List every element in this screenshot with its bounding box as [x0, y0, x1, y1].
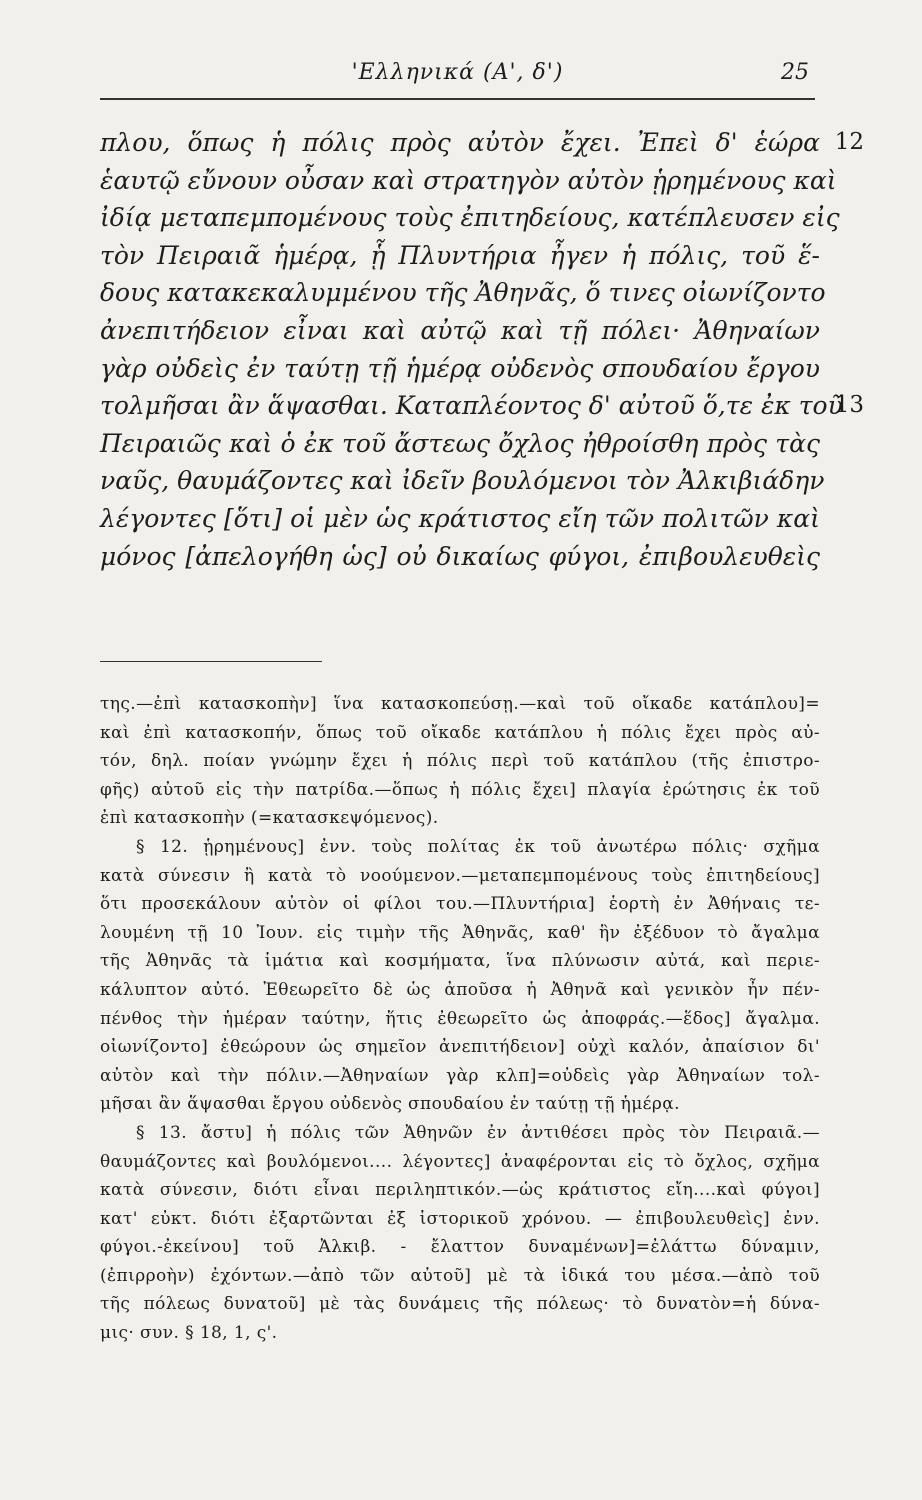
- main-line-text: ναῦς, θαυμάζοντες καὶ ἰδεῖν βουλόμενοι τὸν Ἀλκιβιάδην: [100, 466, 825, 496]
- main-text-line: [100, 538, 820, 576]
- note-line: της.—ἐπὶ κατασκοπὴν] ἵνα κατασκοπεύσῃ.—καὶ τοῦ οἴκαδε κατάπλου]=: [100, 694, 820, 714]
- main-text: [100, 124, 864, 575]
- main-line-text: ἀνεπιτήδειον εἶναι καὶ αὐτῷ καὶ τῇ πόλει· Ἀθηναίων: [100, 315, 820, 345]
- note-line: κάλυπτον αὐτό. Ἐθεωρεῖτο δὲ ὡς ἀποῦσα ἡ Ἀθηνᾶ καὶ γενικὸν ἦν πέν-: [100, 979, 820, 1000]
- note-line: § 12. ᾑρημένους] ἐνν. τοὺς πολίτας ἐκ τοῦ ἀνωτέρω πόλις· σχῆμα: [136, 836, 820, 857]
- main-text-line: [100, 387, 864, 425]
- page-header: [100, 60, 815, 94]
- main-line-text: πλου, ὅπως ἡ πόλις πρὸς αὐτὸν ἔχει. Ἐπεὶ δ' ἑώρα: [100, 128, 820, 157]
- note-line: § 13. ἄστυ] ἡ πόλις τῶν Ἀθηνῶν ἐν ἀντιθέσει πρὸς τὸν Πειραιᾶ.—: [136, 1122, 820, 1143]
- note-line: κατ' εὐκτ. διότι ἐξαρτῶνται ἐξ ἱστορικοῦ χρόνου. — ἐπιβουλευθεὶς] ἐνν.: [100, 1208, 820, 1229]
- note-line: φύγοι.-ἐκείνου] τοῦ Ἀλκιβ. - ἔλαττον δυναμένων]=ἐλάττω δύναμιν,: [100, 1237, 820, 1258]
- main-line-text: λέγοντες [ὅτι] οἱ μὲν ὡς κράτιστος εἴη τῶν πολιτῶν καὶ: [100, 503, 820, 533]
- main-line-text: Πειραιῶς καὶ ὁ ἐκ τοῦ ἄστεως ὄχλος ἠθροίσθη πρὸς τὰς: [100, 428, 820, 458]
- note-line: (ἐπιρροὴν) ἐχόντων.—ἀπὸ τῶν αὐτοῦ] μὲ τὰ ἰδικά του μέσα.—ἀπὸ τοῦ: [100, 1265, 820, 1286]
- note-line: κατὰ σύνεσιν, διότι εἶναι περιληπτικόν.—ὡς κράτιστος εἴη....καὶ φύγοι]: [100, 1180, 820, 1201]
- main-line-text: δους κατακεκαλυμμένου τῆς Ἀθηνᾶς, ὅ τινες οἰωνίζοντο: [100, 278, 826, 308]
- main-line-text: γὰρ οὐδεὶς ἐν ταύτῃ τῇ ἡμέρᾳ οὐδενὸς σπουδαίου ἔργου: [100, 353, 820, 383]
- header-rule: [100, 98, 815, 100]
- main-text-line: [100, 274, 826, 312]
- main-line-text: τὸν Πειραιᾶ ἡμέρᾳ, ᾗ Πλυντήρια ἦγεν ἡ πόλις, τοῦ ἕ-: [100, 240, 820, 270]
- note-line: φῆς) αὐτοῦ εἰς τὴν πατρίδα.—ὅπως ἡ πόλις ἔχει] πλαγία ἐρώτησις ἐκ τοῦ: [100, 779, 820, 800]
- main-text-line: [100, 162, 837, 200]
- main-text-line: [100, 462, 825, 500]
- footnote-rule: [100, 661, 322, 662]
- note-line: μις· συν. § 18, 1, ς'.: [100, 1323, 278, 1344]
- main-line-text: μόνος [ἀπελογήθη ὡς] οὐ δικαίως φύγοι, ἐπιβουλευθεὶς: [100, 541, 820, 571]
- note-line: ὅτι προσεκάλουν αὐτὸν οἱ φίλοι του.—Πλυντήρια] ἑορτὴ ἐν Ἀθήναις τε-: [100, 894, 820, 915]
- main-text-line: [100, 124, 864, 162]
- note-line: τῆς πόλεως δυνατοῦ] μὲ τὰς δυνάμεις τῆς πόλεως· τὸ δυνατὸν=ἡ δύνα-: [100, 1294, 820, 1315]
- note-line: τῆς Ἀθηνᾶς τὰ ἱμάτια καὶ κοσμήματα, ἵνα πλύνωσιν αὐτά, καὶ περιε-: [100, 951, 820, 972]
- main-text-line: [100, 237, 820, 275]
- note-line: κατὰ σύνεσιν ἢ κατὰ τὸ νοούμενον.—μεταπεμπομένους τοὺς ἐπιτηδείους]: [100, 865, 820, 886]
- note-line: καὶ ἐπὶ κατασκοπήν, ὅπως τοῦ οἴκαδε κατάπλου ἡ πόλις ἔχει πρὸς αὐ-: [100, 722, 820, 743]
- note-line: οἰωνίζοντο] ἐθεώρουν ὡς σημεῖον ἀνεπιτήδειον] οὐχὶ καλόν, ἀπαίσιον δι': [100, 1037, 820, 1058]
- main-text-line: [100, 199, 840, 237]
- note-line: θαυμάζοντες καὶ βουλόμενοι.... λέγοντες] ἀναφέρονται εἰς τὸ ὄχλος, σχῆμα: [100, 1151, 820, 1172]
- note-line: πένθος τὴν ἡμέραν ταύτην, ἥτις ἐθεωρεῖτο ὡς ἀποφράς.—ἕδος] ἄγαλμα.: [100, 1008, 820, 1029]
- note-line: τόν, δηλ. ποίαν γνώμην ἔχει ἡ πόλις περὶ τοῦ κατάπλου (τῆς ἐπιστρο-: [100, 751, 820, 772]
- note-line: λουμένη τῇ 10 Ἰουν. εἰς τιμὴν τῆς Ἀθηνᾶς, καθ' ἣν ἐξέδυον τὸ ἄγαλμα: [100, 922, 820, 943]
- main-text-line: [100, 312, 820, 350]
- note-line: μῆσαι ἂν ἅψασθαι ἔργου οὐδενὸς σπουδαίου ἐν ταύτῃ τῇ ἡμέρᾳ.: [100, 1094, 680, 1115]
- note-line: ἐπὶ κατασκοπὴν (=κατασκεψόμενος).: [100, 808, 439, 829]
- main-line-text: τολμῆσαι ἂν ἅψασθαι. Καταπλέοντος δ' αὐτοῦ ὅ,τε ἐκ τοῦ: [100, 391, 843, 421]
- main-line-text: ἰδίᾳ μεταπεμπομένους τοὺς ἐπιτηδείους, κατέπλευσεν εἰς: [100, 203, 840, 233]
- page-number: 25: [781, 60, 809, 85]
- note-line: αὐτὸν καὶ τὴν πόλιν.—Ἀθηναίων γὰρ κλπ]=οὐδεὶς γὰρ Ἀθηναίων τολ-: [100, 1065, 820, 1086]
- main-text-line: [100, 425, 820, 463]
- section-number: 13: [834, 392, 864, 419]
- commentary-notes: [100, 690, 820, 1348]
- section-number: 12: [834, 129, 864, 155]
- running-head: 'Ελληνικά (Α', δ'): [351, 60, 564, 85]
- main-text-line: [100, 350, 820, 388]
- main-text-line: [100, 500, 820, 538]
- main-line-text: ἑαυτῷ εὔνουν οὖσαν καὶ στρατηγὸν αὐτὸν ᾑρημένους καὶ: [100, 165, 837, 195]
